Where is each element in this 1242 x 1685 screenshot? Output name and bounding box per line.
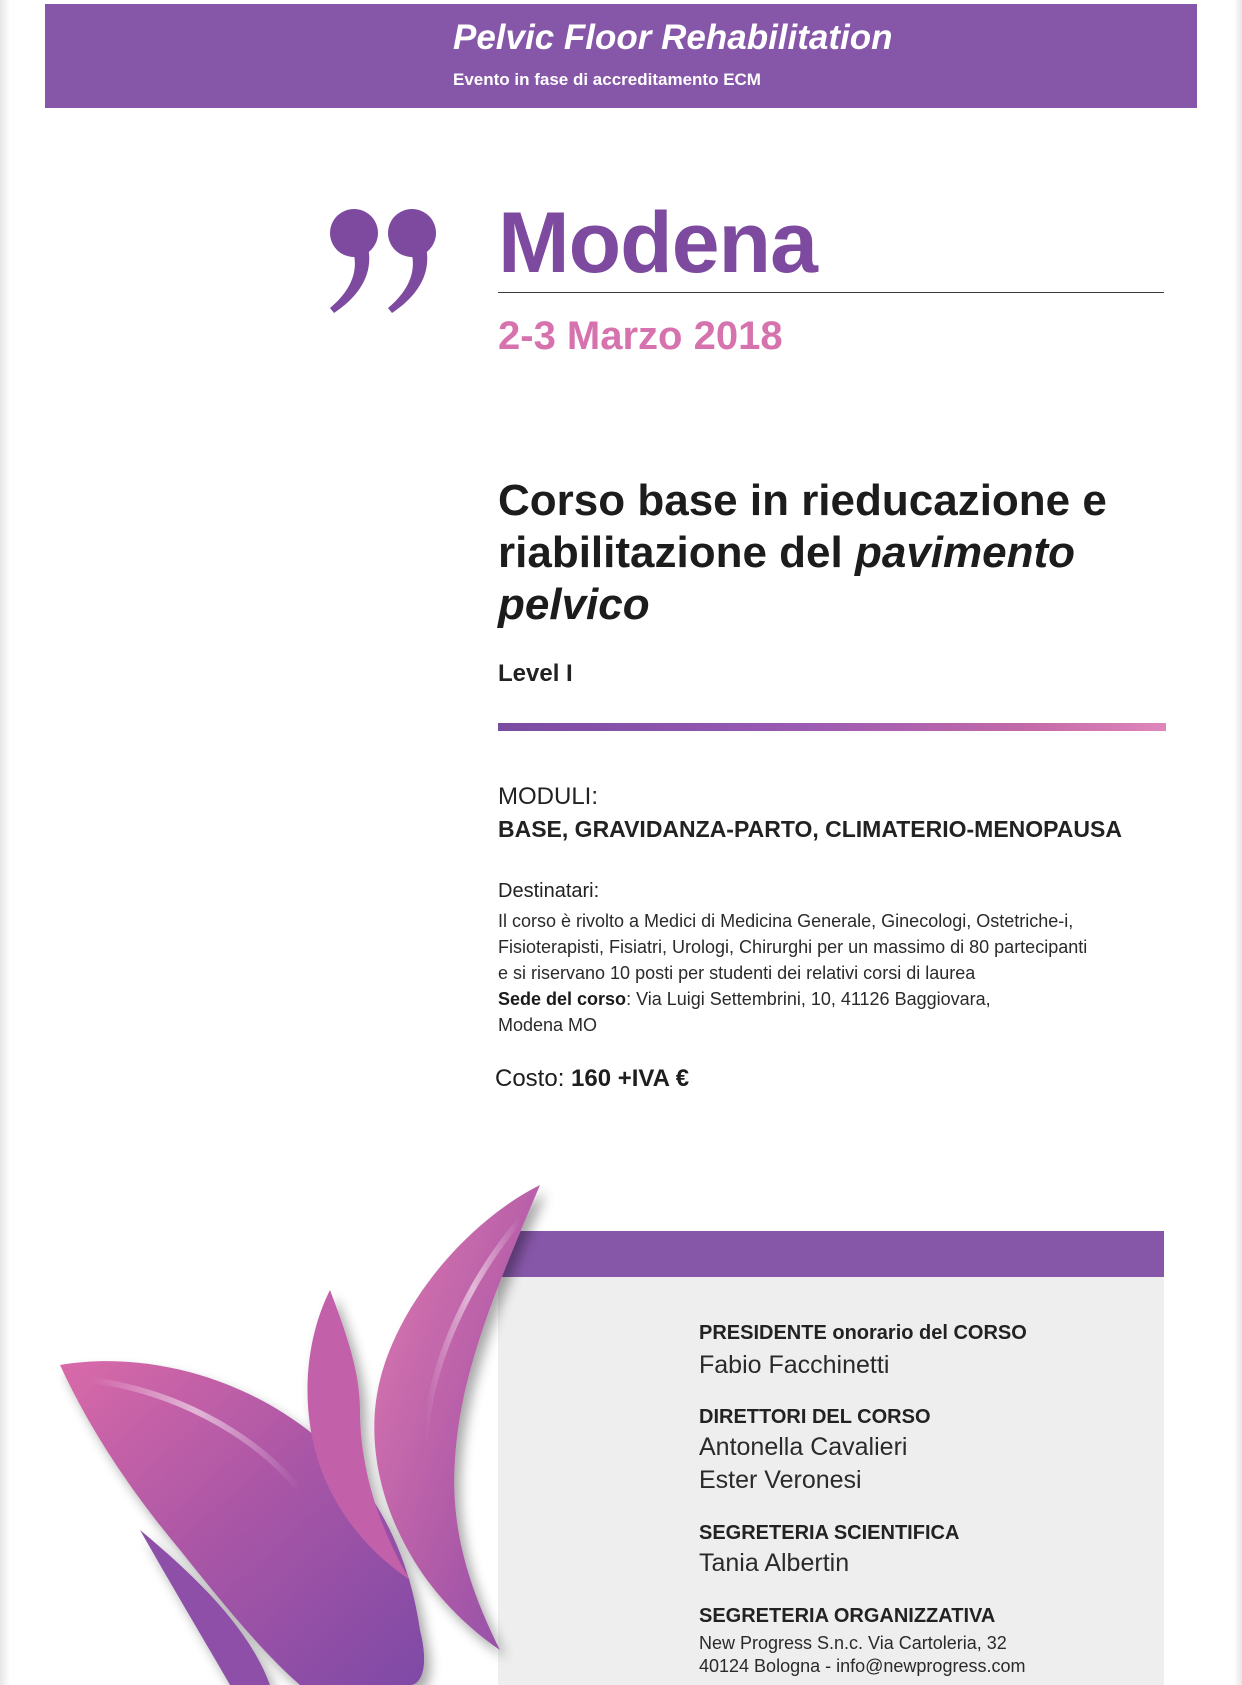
direttori-role: DIRETTORI DEL CORSO — [699, 1406, 931, 1428]
quote-mark-icon — [328, 205, 443, 315]
destinatari-text — [498, 908, 1198, 1038]
moduli-list: BASE, GRAVIDANZA-PARTO, CLIMATERIO-MENOPAUSA — [498, 816, 1122, 842]
scientifica-name: Tania Albertin — [699, 1549, 850, 1577]
sede-value-2: Modena MO — [498, 1015, 598, 1035]
cost-value: 160 +IVA € — [571, 1065, 690, 1092]
course-title — [498, 475, 1178, 631]
scientifica-role: SEGRETERIA SCIENTIFICA — [699, 1522, 960, 1544]
course-title-main: Corso base in rieducazione e riabilitazione del — [498, 476, 1107, 577]
presidente-role: PRESIDENTE onorario del CORSO — [699, 1322, 1027, 1344]
event-city: Modena — [498, 195, 817, 291]
page-edge-right — [1234, 0, 1242, 1685]
destinatari-line: Fisioterapisti, Fisiatri, Urologi, Chirurghi per un massimo di 80 partecipanti — [498, 937, 1088, 957]
butterfly-logo-icon — [0, 1110, 640, 1685]
direttore-name: Ester Veronesi — [699, 1466, 862, 1494]
organizzativa-line: New Progress S.n.c. Via Cartoleria, 32 — [699, 1633, 1007, 1653]
destinatari-line: Il corso è rivolto a Medici di Medicina Generale, Ginecologi, Ostetriche-i, — [498, 911, 1074, 931]
moduli-label: MODULI: — [498, 783, 599, 810]
destinatari-label: Destinatari: — [498, 880, 600, 902]
gradient-divider — [498, 723, 1166, 731]
cost-label: Costo: — [495, 1065, 572, 1092]
sede-value: : Via Luigi Settembrini, 10, 41126 Baggiovara, — [626, 989, 991, 1009]
city-divider — [498, 292, 1164, 293]
course-level: Level I — [498, 660, 573, 687]
presidente-name: Fabio Facchinetti — [699, 1351, 890, 1379]
sede-label: Sede del corso — [498, 989, 627, 1009]
organizzativa-line: 40124 Bologna - info@newprogress.com — [699, 1656, 1026, 1676]
event-date: 2-3 Marzo 2018 — [498, 314, 783, 358]
organizzativa-role: SEGRETERIA ORGANIZZATIVA — [699, 1605, 996, 1627]
destinatari-line: e si riservano 10 posti per studenti dei relativi corsi di laurea — [498, 963, 976, 983]
sede-line — [498, 986, 1198, 1012]
direttore-name: Antonella Cavalieri — [699, 1433, 908, 1461]
course-title-italic: pavimento pelvico — [498, 528, 1076, 629]
cost — [495, 1065, 689, 1093]
header-subtitle: Evento in fase di accreditamento ECM — [453, 70, 761, 89]
header-title: Pelvic Floor Rehabilitation — [453, 18, 893, 57]
